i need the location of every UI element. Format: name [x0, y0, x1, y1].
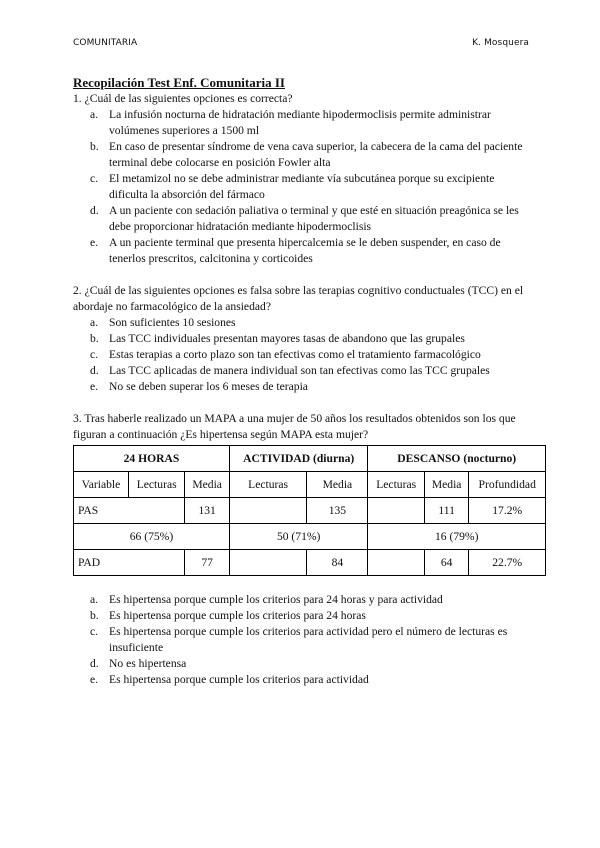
pas-profundidad: 17.2% [469, 498, 546, 524]
pas-lecturas-desc [368, 498, 424, 524]
option-text: Es hipertensa porque cumple los criterios para actividad pero el número de lecturas es insuficiente [109, 625, 508, 654]
option-2e [73, 379, 529, 395]
option-text: A un paciente terminal que presenta hipercalcemia se le deben suspender, en caso de tenerlos prescritos, calcitonina y corticoides [109, 236, 501, 265]
col-lecturas-desc: Lecturas [368, 472, 424, 498]
group-actividad: ACTIVIDAD (diurna) [229, 446, 368, 472]
option-text: No se deben superar los 6 meses de terapia [109, 380, 308, 393]
header-right: K. Mosquera [472, 38, 529, 48]
table-subheader-row [74, 472, 546, 498]
option-1e [73, 235, 529, 267]
option-3a [73, 592, 529, 608]
pas-media-desc: 111 [424, 498, 469, 524]
pad-label: PAD [74, 550, 185, 576]
document-body [73, 74, 536, 688]
option-letter: c. [90, 172, 99, 185]
col-media-desc: Media [424, 472, 469, 498]
option-3e [73, 672, 529, 688]
lecturas-desc: 16 (79%) [368, 524, 546, 550]
option-text: A un paciente con sedación paliativa o terminal y que esté en situación preagónica se les debe proporcionar hidratación mediante hipodermoclisis [109, 204, 519, 233]
option-letter: b. [90, 140, 99, 153]
question-2: 2. ¿Cuál de las siguientes opciones es falsa sobre las terapias cognitivo conductuales (TCC) en el abordaje no farmacológico de la ansiedad? [73, 284, 524, 313]
option-1c [73, 171, 529, 203]
option-2c [73, 347, 529, 363]
mapa-table [73, 445, 546, 576]
option-text: No es hipertensa [109, 657, 187, 670]
table-row-lecturas [74, 524, 546, 550]
option-letter: c. [90, 348, 99, 361]
option-text: El metamizol no se debe administrar mediante vía subcutánea porque su excipiente dificulta la absorción del fármaco [109, 172, 495, 201]
option-letter: e. [90, 380, 99, 393]
table-row-pas [74, 498, 546, 524]
option-text: Las TCC aplicadas de manera individual son tan efectivas como las TCC grupales [109, 364, 490, 377]
pad-media-desc: 64 [424, 550, 469, 576]
option-3b [73, 608, 529, 624]
option-text: Es hipertensa porque cumple los criterios para 24 horas [109, 609, 366, 622]
pad-lecturas-desc [368, 550, 424, 576]
option-letter: a. [90, 593, 99, 606]
option-letter: d. [90, 364, 99, 377]
option-1b [73, 139, 529, 171]
option-2a [73, 315, 529, 331]
option-text: Estas terapias a corto plazo son tan efectivas como el tratamiento farmacológico [109, 348, 481, 361]
question-3-options [73, 592, 529, 688]
table-row-pad [74, 550, 546, 576]
option-letter: d. [90, 657, 99, 670]
pad-media-24h: 77 [185, 550, 230, 576]
option-letter: e. [90, 673, 99, 686]
col-media-act: Media [307, 472, 368, 498]
pas-media-24h: 131 [185, 498, 230, 524]
option-text: La infusión nocturna de hidratación mediante hipodermoclisis permite administrar volúmenes superiores a 1500 ml [109, 108, 491, 137]
header-left: COMUNITARIA [73, 38, 138, 48]
col-media-24h: Media [185, 472, 230, 498]
lecturas-24h: 66 (75%) [74, 524, 230, 550]
option-letter: a. [90, 316, 99, 329]
option-text: Las TCC individuales presentan mayores tasas de abandono que las grupales [109, 332, 465, 345]
lecturas-act: 50 (71%) [229, 524, 368, 550]
group-24h: 24 HORAS [74, 446, 230, 472]
option-letter: c. [90, 625, 99, 638]
question-2-options [73, 315, 529, 395]
option-text: En caso de presentar síndrome de vena cava superior, la cabecera de la cama del paciente terminal debe colocarse en posición Fowler alta [109, 140, 523, 169]
option-text: Es hipertensa porque cumple los criterios para actividad [109, 673, 369, 686]
col-profundidad: Profundidad [469, 472, 546, 498]
pas-label: PAS [74, 498, 185, 524]
option-2b [73, 331, 529, 347]
pas-lecturas-act [229, 498, 306, 524]
option-1d [73, 203, 529, 235]
col-lecturas-act: Lecturas [229, 472, 306, 498]
option-2d [73, 363, 529, 379]
question-1: 1. ¿Cuál de las siguientes opciones es correcta? [73, 92, 293, 105]
col-lecturas-24h: Lecturas [128, 472, 184, 498]
option-letter: d. [90, 204, 99, 217]
option-3d [73, 656, 529, 672]
option-letter: a. [90, 108, 99, 121]
question-3: 3. Tras haberle realizado un MAPA a una mujer de 50 años los resultados obtenidos son los que figuran a continuación ¿Es hipertensa según MAPA esta mujer? [73, 412, 516, 441]
option-letter: e. [90, 236, 99, 249]
table-group-row [74, 446, 546, 472]
pad-profundidad: 22.7% [469, 550, 546, 576]
option-3c [73, 624, 529, 656]
pad-media-act: 84 [307, 550, 368, 576]
question-1-options [73, 107, 529, 267]
page-title: Recopilación Test Enf. Comunitaria II [73, 75, 285, 90]
option-text: Son suficientes 10 sesiones [109, 316, 236, 329]
option-letter: b. [90, 332, 99, 345]
pas-media-act: 135 [307, 498, 368, 524]
group-descanso: DESCANSO (nocturno) [368, 446, 546, 472]
option-1a [73, 107, 529, 139]
pad-lecturas-act [229, 550, 306, 576]
option-text: Es hipertensa porque cumple los criterios para 24 horas y para actividad [109, 593, 443, 606]
option-letter: b. [90, 609, 99, 622]
col-variable: Variable [74, 472, 129, 498]
